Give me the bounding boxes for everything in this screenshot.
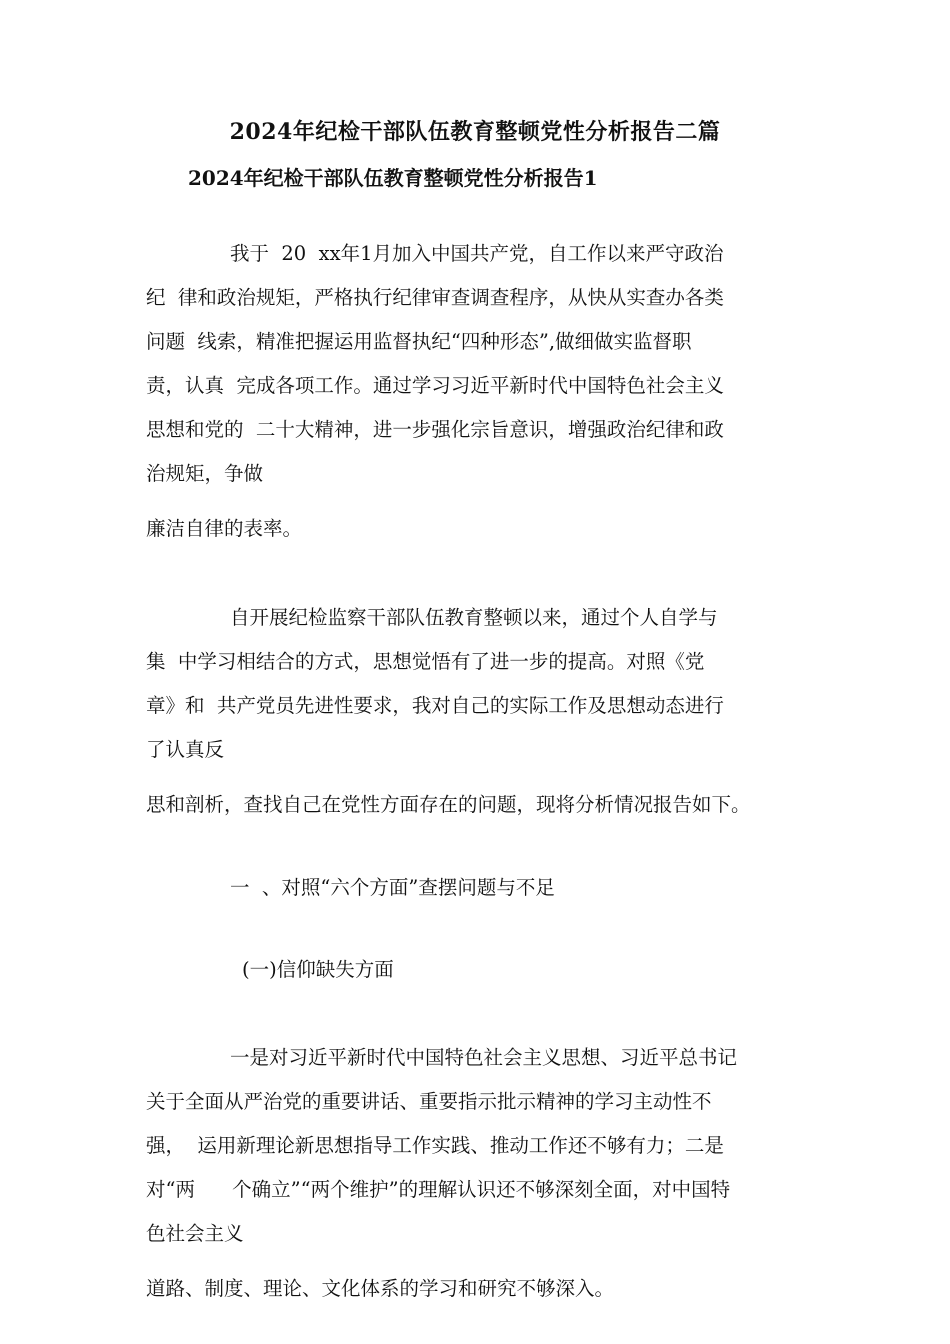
paragraph-line: 我于 20 xx年1月加入中国共产党，自工作以来严守政治 [230,242,724,265]
paragraph-line: 强， 运用新理论新思想指导工作实践、推动工作还不够有力；二是 [146,1134,724,1157]
document-title: 2024年纪检干部队伍教育整顿党性分析报告二篇 [229,119,721,145]
paragraph-line: 色社会主义 [146,1222,244,1245]
paragraph-line: 集 中学习相结合的方式，思想觉悟有了进一步的提高。对照《党 [146,650,705,673]
paragraph-line: 思想和党的 二十大精神，进一步强化宗旨意识，增强政治纪律和政 [146,418,724,441]
paragraph-line: 了认真反 [146,738,225,761]
paragraph-line: 廉洁自律的表率。 [146,517,303,540]
paragraph-line: 思和剖析，查找自己在党性方面存在的问题，现将分析情况报告如下。 [146,793,751,816]
paragraph-line: 章》和 共产党员先进性要求，我对自己的实际工作及思想动态进行 [146,694,724,717]
subsection-heading: (一)信仰缺失方面 [242,958,394,981]
paragraph-line: 对“两 个确立”“两个维护”的理解认识还不够深刻全面，对中国特 [146,1178,731,1201]
paragraph-line: 责，认真 完成各项工作。通过学习习近平新时代中国特色社会主义 [146,374,724,397]
paragraph-line: 纪 律和政治规矩，严格执行纪律审查调查程序，从快从实查办各类 [146,286,724,309]
paragraph-line: 自开展纪检监察干部队伍教育整顿以来，通过个人自学与 [230,606,718,629]
paragraph-line: 关于全面从严治党的重要讲话、重要指示批示精神的学习主动性不 [146,1090,712,1113]
paragraph-line: 问题 线索，精准把握运用监督执纪“四种形态”,做细做实监督职 [146,330,692,353]
paragraph-line: 道路、制度、理论、文化体系的学习和研究不够深入。 [146,1277,615,1300]
paragraph-line: 一是对习近平新时代中国特色社会主义思想、习近平总书记 [230,1046,738,1069]
paragraph-line: 治规矩，争做 [146,462,264,485]
section-heading: 一 、对照“六个方面”查摆问题与不足 [230,876,555,899]
document-subtitle: 2024年纪检干部队伍教育整顿党性分析报告1 [188,166,598,190]
